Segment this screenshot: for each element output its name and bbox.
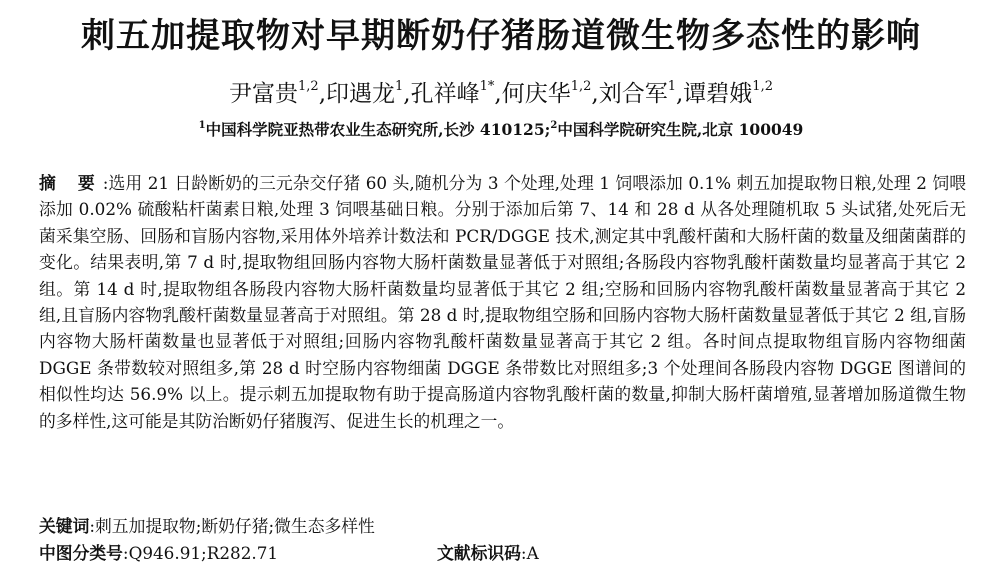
classification-line — [39, 541, 966, 565]
author-name: 何庆华 — [501, 81, 571, 107]
affiliation-2-marker: 2 — [550, 120, 558, 131]
doc-code-label: 文献标识码 — [437, 543, 521, 563]
affiliation-2-text: 中国科学院研究生院,北京 100049 — [557, 120, 804, 139]
author-separator: , — [494, 81, 502, 107]
paper-title: 刺五加提取物对早期断奶仔猪肠道微生物多态性的影响 — [81, 16, 921, 56]
author-name: 孔祥峰 — [410, 81, 480, 107]
author-name: 谭碧娥 — [683, 81, 753, 107]
abstract-label: 摘 要 — [39, 173, 103, 193]
author-affiliation-marker: 1,2 — [298, 79, 319, 94]
author-affiliation-marker: 1 — [395, 79, 404, 94]
clc-label: 中图分类号 — [39, 543, 123, 563]
author-entry — [411, 81, 502, 107]
affiliation-line — [0, 118, 1002, 142]
affiliation-1-marker: 1 — [198, 120, 206, 131]
clc-value: :Q946.91;R282.71 — [122, 543, 279, 563]
author-entry — [326, 81, 411, 107]
keywords-text: :刺五加提取物;断奶仔猪;微生态多样性 — [89, 516, 375, 536]
author-affiliation-marker: 1* — [479, 79, 495, 94]
abstract-text: :选用 21 日龄断奶的三元杂交仔猪 60 头,随机分为 3 个处理,处理 1 饲喂添加 0.1% 刺五加提取物日粮,处理 2 饲喂添加 0.02% 硫酸粘杆菌素日粮,处理 3 饲喂基础日粮。分别于添加后第 7、14 和 28 d 从各处理随机取 5 头试猪,处死后无菌采集空肠、回肠和盲肠内容物,采用体外培养计数法和 PCR/DGGE 技术,测定其中乳酸杆菌和大肠杆菌的数量及细菌菌群的变化。结果表明,第 7 d 时,提取物组回肠内容物大肠杆菌数量显著低于对照组;各肠段内容物乳酸杆菌数量均显著高于其它 2 组。第 14 d 时,提取物组各肠段内容物大肠杆菌数量均显著低于其它 2 组;空肠和回肠内容物乳酸杆菌数量显著高于其它 2 组,且盲肠内容物乳酸杆菌数量显著高于对照组。第 28 d 时,提取物组空肠和回肠内容物大肠杆菌数量显著低于其它 2 组,盲肠内容物大肠杆菌数量也显著低于对照组;回肠内容物乳酸杆菌数量显著高于其它 2 组。各时间点提取物组盲肠内容物细菌 DGGE 条带数较对照组多,第 28 d 时空肠内容物细菌 DGGE 条带数比对照组多;3 个处理间各肠段内容物 DGGE 图谱间的相似性均达 56.9% 以上。提示刺五加提取物有助于提高肠道内容物乳酸杆菌的数量,抑制大肠杆菌增殖,显著增加肠道微生物的多样性,这可能是其防治断奶仔猪腹泻、促进生长的机理之一。 — [39, 173, 967, 431]
author-entry — [599, 81, 684, 107]
author-affiliation-marker: 1,2 — [570, 79, 592, 94]
author-list — [0, 78, 1002, 110]
author-separator: , — [403, 81, 411, 107]
author-affiliation-marker: 1,2 — [752, 79, 773, 94]
keywords-label: 关键词 — [39, 516, 90, 536]
author-separator: , — [675, 81, 684, 107]
author-entry — [229, 81, 326, 107]
author-entry — [502, 81, 599, 107]
keywords-line — [39, 514, 966, 538]
author-entry — [683, 81, 773, 107]
affiliation-1-text: 中国科学院亚热带农业生态研究所,长沙 410125; — [205, 120, 551, 139]
author-name: 尹富贵 — [229, 81, 299, 107]
doc-code-value: :A — [520, 543, 539, 563]
author-separator: , — [591, 81, 599, 107]
abstract-paragraph — [39, 170, 966, 434]
author-name: 印遇龙 — [326, 81, 396, 107]
document-code — [437, 541, 539, 565]
author-name: 刘合军 — [598, 81, 668, 107]
author-separator: , — [318, 81, 327, 107]
author-affiliation-marker: 1 — [667, 79, 676, 94]
